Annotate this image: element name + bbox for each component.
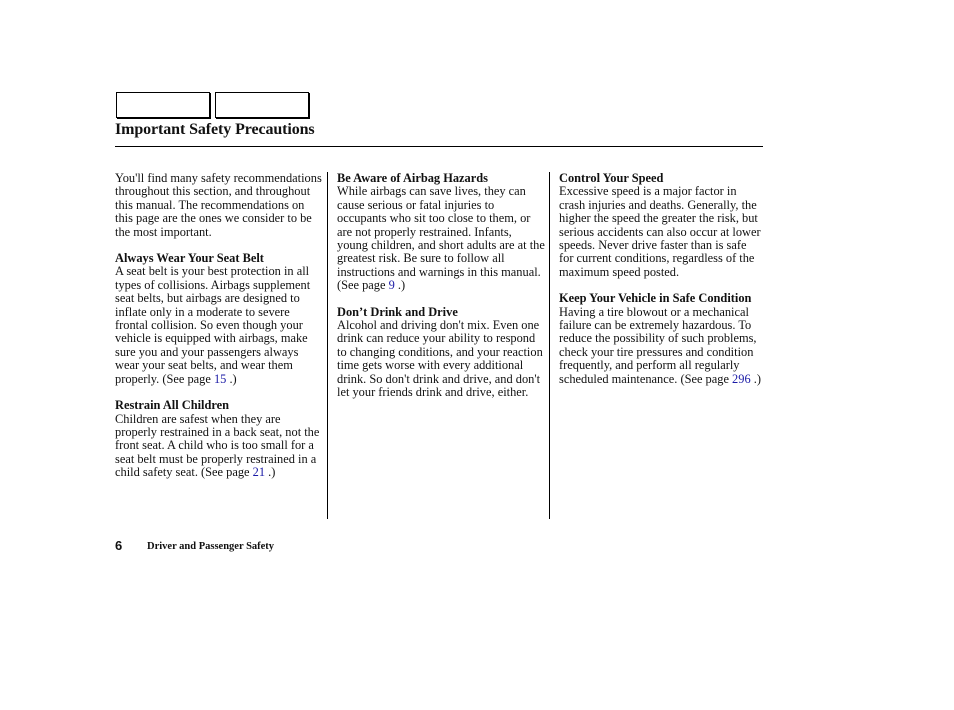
column-divider [549, 172, 550, 519]
page-link-15[interactable]: 15 [213, 371, 227, 386]
speed-paragraph: Excessive speed is a major factor in crash injuries and deaths. Generally, the higher the speed the greater the risk, but serious accidents can also occur at lower speeds. Never drive faster than is safe for current conditions, regardless of the maximum speed posted. [559, 184, 761, 279]
column-divider [327, 172, 328, 519]
children-tail: .) [265, 465, 276, 480]
seat-belt-heading: Always Wear Your Seat Belt [115, 251, 264, 266]
seat-belt-body: A seat belt is your best protection in all types of collisions. Airbags supplement seat belts, but airbags are designed to inflate only in a moderate to severe frontal collision. So even though your vehicle is equipped with airbags, make sure you and your passengers always wear your seat belts, and wear them properly. (See page [115, 264, 311, 386]
airbag-heading: Be Aware of Airbag Hazards [337, 171, 488, 185]
page-link-9[interactable]: 9 [388, 278, 395, 293]
children-heading: Restrain All Children [115, 398, 230, 413]
nav-button-previous[interactable] [116, 92, 210, 118]
airbag-tail: .) [394, 278, 406, 293]
column-2 [337, 172, 545, 413]
intro-paragraph: You'll find many safety recommendations throughout this section, and throughout this manual. The recommendations on this page are the ones we consider to be the most important. [115, 171, 322, 239]
drink-heading: Don’t Drink and Drive [337, 304, 458, 319]
title-divider [115, 146, 763, 147]
vehicle-tail: .) [750, 371, 761, 386]
vehicle-heading: Keep Your Vehicle in Safe Condition [559, 291, 752, 306]
vehicle-paragraph [559, 306, 764, 386]
children-paragraph [115, 413, 323, 480]
column-3 [559, 172, 764, 399]
seat-belt-tail: .) [226, 371, 237, 386]
page-link-21[interactable]: 21 [252, 465, 266, 480]
page-number: 6 [115, 538, 123, 553]
speed-heading: Control Your Speed [559, 171, 664, 185]
airbag-body: While airbags can save lives, they can cause serious or fatal injuries to occupants who sit too close to them, or are not properly restrained. Infants, young children, and short adults are at the greatest risk. Be sure to follow all instructions and warnings in this manual. (See page [337, 184, 545, 293]
drink-paragraph: Alcohol and driving don't mix. Even one drink can reduce your ability to respond to changing conditions, and your reaction time gets worse with every additional drink. So don't drink and drive, and don't let your friends drink and drive, either. [337, 318, 543, 400]
page-link-296[interactable]: 296 [732, 371, 751, 386]
page-title: Important Safety Precautions [115, 121, 315, 138]
children-body: Children are safest when they are properly restrained in a back seat, not the front seat. A child who is too small for a seat belt must be properly restrained in a child safety seat. (See page [115, 411, 320, 480]
column-1 [115, 172, 323, 493]
footer-section-label: Driver and Passenger Safety [147, 541, 275, 552]
nav-button-next[interactable] [215, 92, 309, 118]
seat-belt-paragraph [115, 265, 323, 386]
airbag-paragraph [337, 185, 545, 292]
vehicle-body: Having a tire blowout or a mechanical failure can be extremely hazardous. To reduce the possibility of such problems, check your tire pressures and condition frequently, and perform all regularly scheduled maintenance. (See page [559, 304, 757, 386]
